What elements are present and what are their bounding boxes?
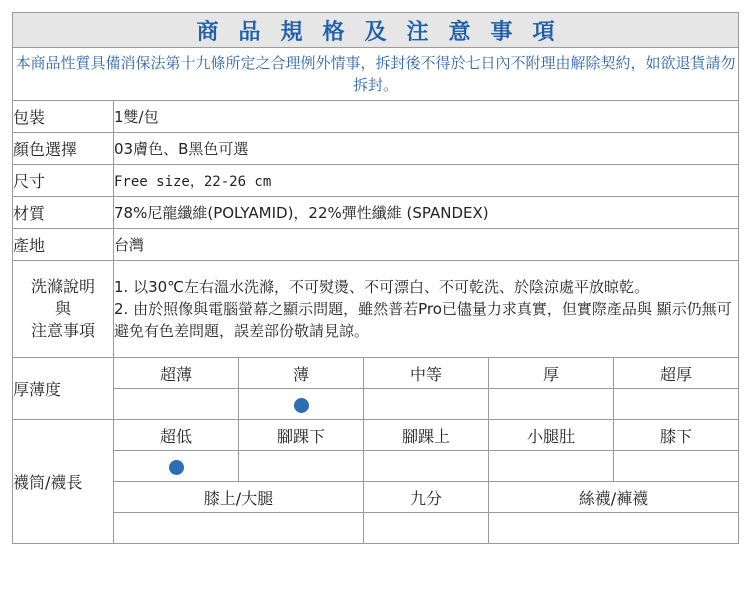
length-mark-cell [114,513,364,544]
thickness-mark-cell [614,389,739,420]
care-label-line1: 洗滌說明 [30,277,95,296]
thickness-option: 超薄 [114,358,239,389]
size-label: 尺寸 [13,165,114,197]
color-value: 03膚色、B黑色可選 [114,133,739,165]
length-label: 襪筒/襪長 [13,420,114,544]
color-label: 顏色選擇 [13,133,114,165]
length-option: 膝上/大腿 [114,482,364,513]
length-option: 腳踝下 [239,420,364,451]
thickness-label: 厚薄度 [13,358,114,420]
thickness-mark-cell [114,389,239,420]
length-option: 膝下 [614,420,739,451]
material-value: 78%尼龍纖維(POLYAMID)，22%彈性纖維 (SPANDEX) [114,197,739,229]
origin-label: 產地 [13,229,114,261]
page-title: 商品規格及注意事項 [13,13,739,48]
care-label-line2: 與 [54,299,71,318]
thickness-selected-dot [294,398,309,413]
material-label: 材質 [13,197,114,229]
thickness-mark-cell [364,389,489,420]
length-option: 九分 [364,482,489,513]
thickness-option: 超厚 [614,358,739,389]
thickness-mark-cell [489,389,614,420]
length-option: 小腿肚 [489,420,614,451]
length-mark-cell [614,451,739,482]
thickness-mark-cell [239,389,364,420]
spec-table [12,12,739,544]
length-mark-cell [489,451,614,482]
care-label [13,261,114,358]
length-mark-cell [114,451,239,482]
thickness-option: 中等 [364,358,489,389]
packaging-value: 1雙/包 [114,101,739,133]
thickness-option: 厚 [489,358,614,389]
size-value: Free size，22-26 cm [114,165,739,197]
length-option: 腳踝上 [364,420,489,451]
length-option: 絲襪/褲襪 [489,482,739,513]
thickness-option: 薄 [239,358,364,389]
return-notice: 本商品性質具備消保法第十九條所定之合理例外情事，拆封後不得於七日內不附理由解除契約，如欲退貨請勿拆封。 [13,48,739,101]
length-mark-cell [239,451,364,482]
length-option: 超低 [114,420,239,451]
length-mark-cell [489,513,739,544]
care-line-1: 1. 以30℃左右溫水洗滌，不可熨燙、不可漂白、不可乾洗、於陰涼處平放晾乾。 [114,278,650,296]
length-selected-dot [169,460,184,475]
length-mark-cell [364,513,489,544]
care-line-2: 2. 由於照像與電腦螢幕之顯示問題，雖然普若Pro已儘量力求真實，但實際產品與 顯示仍無可避免有色差問題，誤差部份敬請見諒。 [114,300,732,340]
length-mark-cell [364,451,489,482]
care-label-line3: 注意事項 [30,321,95,340]
packaging-label: 包裝 [13,101,114,133]
origin-value: 台灣 [114,229,739,261]
care-instructions [114,261,739,358]
